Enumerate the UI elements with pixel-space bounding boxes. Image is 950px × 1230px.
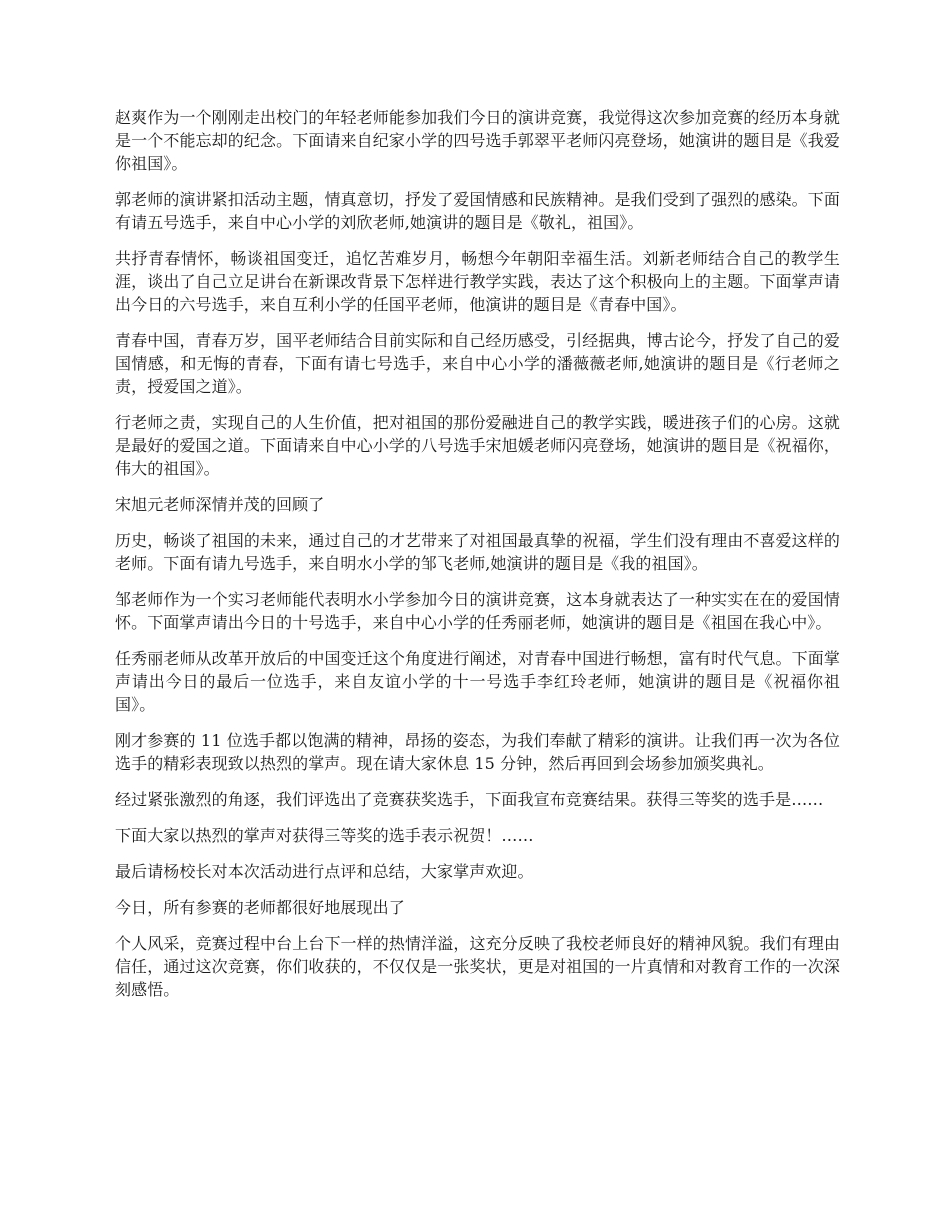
paragraph: 历史，畅谈了祖国的未来，通过自己的才艺带来了对祖国最真挚的祝福，学生们没有理由不喜爱这样的老师。下面有请九号选手，来自明水小学的邹飞老师,她演讲的题目是《我的祖国》。 xyxy=(115,531,840,573)
paragraph: 郭老师的演讲紧扣活动主题，情真意切，抒发了爱国情感和民族精神。是我们受到了强烈的感染。下面有请五号选手，来自中心小学的刘欣老师,她演讲的题目是《敬礼，祖国》。 xyxy=(115,190,840,232)
paragraph: 邹老师作为一个实习老师能代表明水小学参加今日的演讲竞赛，这本身就表达了一种实实在在的爱国情怀。下面掌声请出今日的十号选手，来自中心小学的任秀丽老师，她演讲的题目是《祖国在我心中》。 xyxy=(115,590,840,632)
paragraph: 刚才参赛的 11 位选手都以饱满的精神，昂扬的姿态，为我们奉献了精彩的演讲。让我们再一次为各位选手的精彩表现致以热烈的掌声。现在请大家休息 15 分钟，然后再回到会场参加颁奖典礼。 xyxy=(115,731,840,773)
paragraph: 任秀丽老师从改革开放后的中国变迁这个角度进行阐述，对青春中国进行畅想，富有时代气息。下面掌声请出今日的最后一位选手，来自友谊小学的十一号选手李红玲老师，她演讲的题目是《祝福你祖国》。 xyxy=(115,649,840,714)
paragraph: 赵爽作为一个刚刚走出校门的年轻老师能参加我们今日的演讲竞赛，我觉得这次参加竞赛的经历本身就是一个不能忘却的纪念。下面请来自纪家小学的四号选手郭翠平老师闪亮登场，她演讲的题目是《我爱你祖国》。 xyxy=(115,108,840,173)
paragraph: 青春中国，青春万岁，国平老师结合目前实际和自己经历感受，引经据典，博古论今，抒发了自己的爱国情感，和无悔的青春，下面有请七号选手，来自中心小学的潘薇薇老师,她演讲的题目是《行老师之责，授爱国之道》。 xyxy=(115,331,840,396)
paragraph: 个人风采，竞赛过程中台上台下一样的热情洋溢，这充分反映了我校老师良好的精神风貌。我们有理由信任，通过这次竞赛，你们收获的，不仅仅是一张奖状，更是对祖国的一片真情和对教育工作的一次深刻感悟。 xyxy=(115,934,840,999)
paragraph: 宋旭元老师深情并茂的回顾了 xyxy=(115,495,325,514)
paragraph: 行老师之责，实现自己的人生价值，把对祖国的那份爱融进自己的教学实践，暖进孩子们的心房。这就是最好的爱国之道。下面请来自中心小学的八号选手宋旭媛老师闪亮登场，她演讲的题目是《祝福你，伟大的祖国》。 xyxy=(115,413,840,478)
paragraph: 经过紧张激烈的角逐，我们评选出了竞赛获奖选手，下面我宣布竞赛结果。获得三等奖的选手是…… xyxy=(115,790,824,809)
paragraph: 今日，所有参赛的老师都很好地展现出了 xyxy=(115,898,405,917)
paragraph: 最后请杨校长对本次活动进行点评和总结，大家掌声欢迎。 xyxy=(115,862,534,881)
paragraph: 共抒青春情怀，畅谈祖国变迁，追忆苦难岁月，畅想今年朝阳幸福生活。刘新老师结合自己的教学生涯，谈出了自己立足讲台在新课改背景下怎样进行教学实践，表达了这个积极向上的主题。下面掌声请出今日的六号选手，来自互利小学的任国平老师，他演讲的题目是《青春中国》。 xyxy=(115,249,840,314)
document-body xyxy=(115,106,840,1014)
paragraph: 下面大家以热烈的掌声对获得三等奖的选手表示祝贺！…… xyxy=(115,826,534,845)
